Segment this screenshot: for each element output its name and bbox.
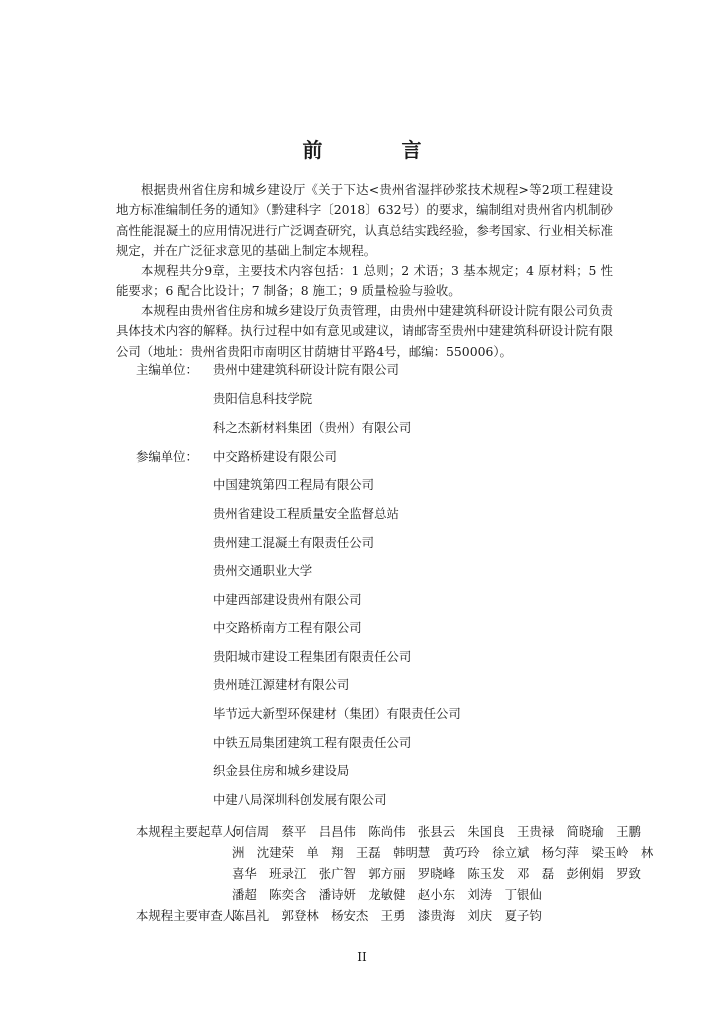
participating-unit-name: 中交路桥南方工程有限公司 xyxy=(213,620,362,635)
participating-units-label: 参编单位： xyxy=(136,449,198,464)
intro-paragraph-1: 根据贵州省住房和城乡建设厅《关于下达<贵州省湿拌砂浆技术规程>等2项工程建设地方标准编制任务的通知》（黔建科字〔2018〕632号）的要求，编制组对贵州省内机制砂高性能混凝土的应用情况进行广泛调查研究，认真总结实践经验，参考国家、行业相关标准规定，并在广泛征求意见的基础上制定本规程。 xyxy=(116,182,613,258)
participating-unit-name: 中交路桥建设有限公司 xyxy=(213,449,337,464)
intro-paragraph-2: 本规程共分9章，主要技术内容包括：1 总则；2 术语；3 基本规定；4 原材料；5 性能要求；6 配合比设计；7 制备；8 施工；9 质量检验与验收。 xyxy=(116,263,613,299)
reviewers-names: 陈昌礼 郭登林 杨安杰 王勇 漆贵海 刘庆 夏子钧 xyxy=(232,908,542,923)
participating-unit-name: 贵州交通职业大学 xyxy=(213,563,313,578)
page-number: II xyxy=(357,950,367,964)
participating-unit-name: 中国建筑第四工程局有限公司 xyxy=(213,477,375,492)
participating-unit-name: 贵州省建设工程质量安全监督总站 xyxy=(213,506,399,521)
participating-unit-name: 贵州琏江源建材有限公司 xyxy=(213,677,350,692)
participating-unit-name: 中建西部建设贵州有限公司 xyxy=(213,592,362,607)
participating-unit-name: 中铁五局集团建筑工程有限责任公司 xyxy=(213,735,412,750)
drafters-line: 潘超 陈奕含 潘诗妍 龙敏健 赵小东 刘涛 丁银仙 xyxy=(232,887,542,902)
page-title: 前 言 xyxy=(302,138,458,162)
drafters-line: 喜华 班录江 张广智 郭方丽 罗晓峰 陈玉发 邓 磊 彭俐娟 罗致 xyxy=(232,866,641,881)
reviewers-label: 本规程主要审查人： xyxy=(136,908,248,923)
intro-paragraph-3: 本规程由贵州省住房和城乡建设厅负责管理，由贵州中建建筑科研设计院有限公司负责具体技术内容的解释。执行过程中如有意见或建议，请邮寄至贵州中建建筑科研设计院有限公司（地址：贵州省贵阳市南明区甘荫塘甘平路4号，邮编：550006）。 xyxy=(116,303,613,359)
drafters-line: 何信周 蔡平 吕昌伟 陈尚伟 张县云 朱国良 王贵禄 简晓瑜 王鹏 xyxy=(232,824,641,839)
drafters-line: 洲 沈建荣 单 翔 王磊 韩明慧 黄巧玲 徐立斌 杨匀萍 梁玉岭 林 xyxy=(232,845,654,860)
drafters-label: 本规程主要起草人： xyxy=(136,824,248,839)
participating-unit-name: 中建八局深圳科创发展有限公司 xyxy=(213,792,387,807)
chief-unit-name: 贵州中建建筑科研设计院有限公司 xyxy=(213,362,399,377)
participating-unit-name: 贵州建工混凝土有限责任公司 xyxy=(213,535,375,550)
chief-units-label: 主编单位： xyxy=(136,362,198,377)
participating-unit-name: 贵阳城市建设工程集团有限责任公司 xyxy=(213,649,412,664)
chief-unit-name: 贵阳信息科技学院 xyxy=(213,391,313,406)
participating-unit-name: 毕节远大新型环保建材（集团）有限责任公司 xyxy=(213,706,461,721)
chief-unit-name: 科之杰新材料集团（贵州）有限公司 xyxy=(213,420,412,435)
participating-unit-name: 织金县住房和城乡建设局 xyxy=(213,763,350,778)
